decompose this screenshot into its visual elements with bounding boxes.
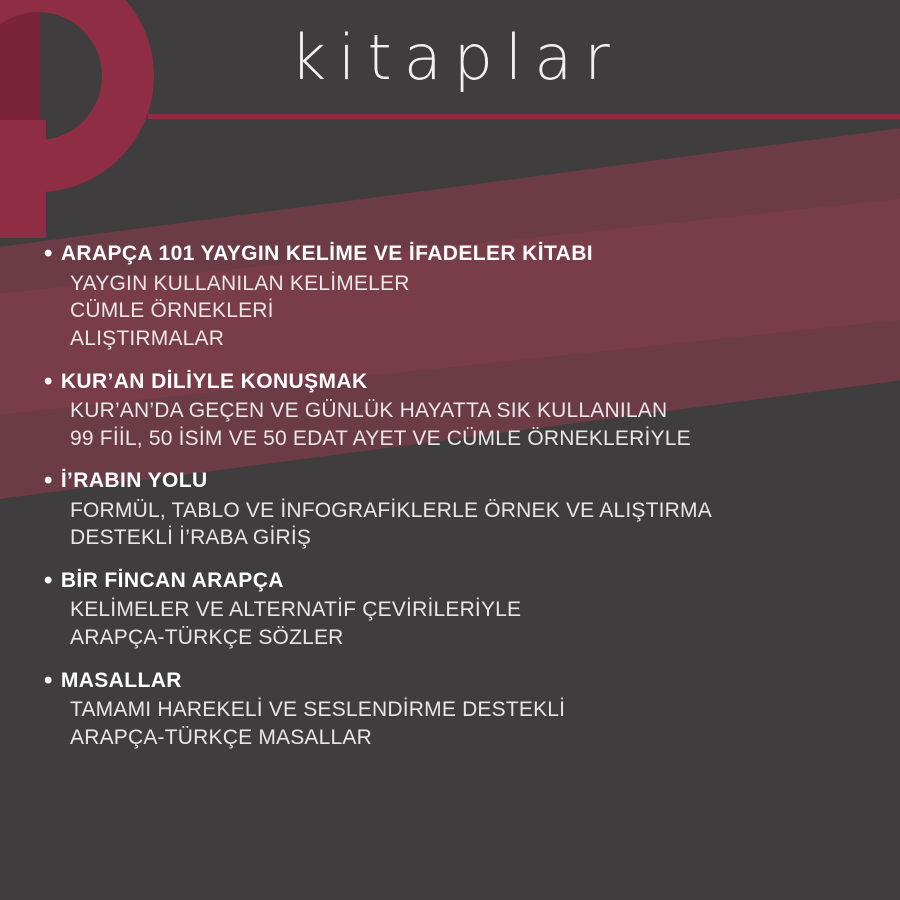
- bullet-icon: •: [44, 240, 53, 268]
- book-details: [70, 696, 860, 751]
- poster-header: [0, 0, 900, 93]
- list-item: [44, 369, 860, 453]
- book-list: [0, 93, 900, 751]
- book-details: [70, 596, 860, 651]
- book-detail-line: TAMAMI HAREKELİ VE SESLENDİRME DESTEKLİ: [70, 698, 566, 722]
- book-title: KUR’AN DİLİYLE KONUŞMAK: [60, 369, 368, 393]
- list-item: [44, 468, 860, 552]
- page-title: kitaplar: [290, 21, 622, 94]
- book-detail-line: ARAPÇA-TÜRKÇE SÖZLER: [70, 626, 344, 650]
- book-details: [70, 397, 860, 452]
- bullet-icon: •: [44, 666, 53, 694]
- list-item-heading: [44, 369, 860, 395]
- list-item-heading: [44, 241, 860, 267]
- list-item: [44, 241, 860, 352]
- book-detail-line: KUR’AN’DA GEÇEN VE GÜNLÜK HAYATTA SIK KULLANILAN: [70, 398, 668, 422]
- book-detail-line: 99 FİİL, 50 İSİM VE 50 EDAT AYET VE CÜMLE ÖRNEKLERİYLE: [70, 426, 691, 450]
- book-detail-line: ALIŞTIRMALAR: [70, 326, 225, 350]
- book-details: [70, 270, 860, 353]
- book-detail-line: YAYGIN KULLANILAN KELİMELER: [70, 271, 410, 295]
- list-item-heading: [44, 568, 860, 594]
- book-title: İ’RABIN YOLU: [60, 469, 208, 493]
- list-item: [44, 568, 860, 652]
- book-title: BİR FİNCAN ARAPÇA: [60, 569, 284, 593]
- book-detail-line: ARAPÇA-TÜRKÇE MASALLAR: [70, 725, 372, 749]
- book-title: ARAPÇA 101 YAYGIN KELİME VE İFADELER KİTABI: [60, 242, 594, 266]
- list-item-heading: [44, 668, 860, 694]
- list-item-heading: [44, 468, 860, 494]
- book-detail-line: FORMÜL, TABLO VE İNFOGRAFİKLERLE ÖRNEK VE ALIŞTIRMA: [70, 498, 712, 522]
- list-item: [44, 668, 860, 752]
- bullet-icon: •: [44, 467, 53, 495]
- bullet-icon: •: [44, 567, 53, 595]
- bullet-icon: •: [44, 367, 53, 395]
- book-details: [70, 497, 860, 552]
- book-title: MASALLAR: [60, 668, 182, 692]
- book-detail-line: KELİMELER VE ALTERNATİF ÇEVİRİLERİYLE: [70, 598, 522, 622]
- book-detail-line: CÜMLE ÖRNEKLERİ: [70, 299, 274, 323]
- book-detail-line: DESTEKLİ İ’RABA GİRİŞ: [70, 526, 312, 550]
